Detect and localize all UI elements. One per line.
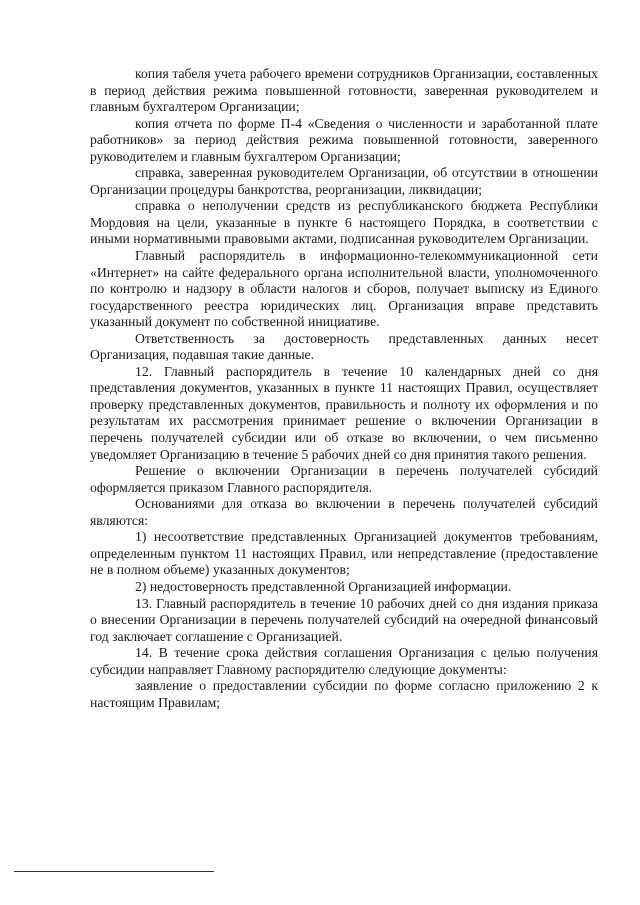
paragraph-refusal-grounds: Основаниями для отказа во включении в перечень получателей субсидий являются: bbox=[90, 496, 598, 528]
paragraph-clause-14: 14. В течение срока действия соглашения Организация с целью получения субсидии направляет Главному распорядителю следующие документы: bbox=[90, 645, 598, 677]
document-body bbox=[90, 66, 598, 711]
paragraph-clause-13: 13. Главный распорядитель в течение 10 рабочих дней со дня издания приказа о внесении Организации в перечень получателей субсидий на очередной финансовый год заключает соглашение с Организацией. bbox=[90, 595, 598, 644]
paragraph-inclusion-order: Решение о включении Организации в перечень получателей субсидий оформляется приказом Главного распорядителя. bbox=[90, 463, 598, 495]
footnote-separator-line bbox=[14, 871, 214, 872]
paragraph-no-funds-certificate: справка о неполучении средств из республиканского бюджета Республики Мордовия на цели, указанные в пункте 6 настоящего Порядка, в соответствии с иными нормативными правовыми актами, подписанная руководителем Организации. bbox=[90, 198, 598, 247]
paragraph-timesheet-copy: копия табеля учета рабочего времени сотрудников Организации, составленных в период действия режима повышенной готовности, заверенная руководителем и главным бухгалтером Организации; bbox=[90, 66, 598, 115]
paragraph-p4-report-copy: копия отчета по форме П-4 «Сведения о численности и заработанной плате работников» за период действия режима повышенной готовности, заверенного руководителем и главным бухгалтером Организации; bbox=[90, 115, 598, 164]
paragraph-egrul-extract: Главный распорядитель в информационно-телекоммуникационной сети «Интернет» на сайте федерального органа исполнительной власти, уполномоченного по контролю и надзору в области налогов и сборов, получает выписку из Единого государственного реестра юридических лиц. Организация вправе представить указанный документ по собственной инициативе. bbox=[90, 248, 598, 330]
paragraph-application-form: заявление о предоставлении субсидии по форме согласно приложению 2 к настоящим Правилам; bbox=[90, 678, 598, 710]
paragraph-no-bankruptcy-certificate: справка, заверенная руководителем Организации, об отсутствии в отношении Организации процедуры банкротства, реорганизации, ликвидации; bbox=[90, 165, 598, 197]
paragraph-refusal-ground-2: 2) недостоверность представленной Организацией информации. bbox=[135, 578, 512, 594]
paragraph-clause-12: 12. Главный распорядитель в течение 10 календарных дней со дня представления документов, указанных в пункте 11 настоящих Правил, осуществляет проверку представленных документов, правильность и полноту их оформления и по результатам их рассмотрения принимает решение о включении Организации в перечень получателей субсидии или об отказе во включении, о чем письменно уведомляет Организацию в течение 5 рабочих дней со дня принятия такого решения. bbox=[90, 363, 598, 462]
paragraph-responsibility: Ответственность за достоверность представленных данных несет Организация, подавшая такие данные. bbox=[90, 330, 598, 363]
paragraph-refusal-ground-1: 1) несоответствие представленных Организацией документов требованиям, определенным пунктом 11 настоящих Правил, или непредставление (предоставление не в полном объеме) указанных документов; bbox=[90, 529, 598, 578]
